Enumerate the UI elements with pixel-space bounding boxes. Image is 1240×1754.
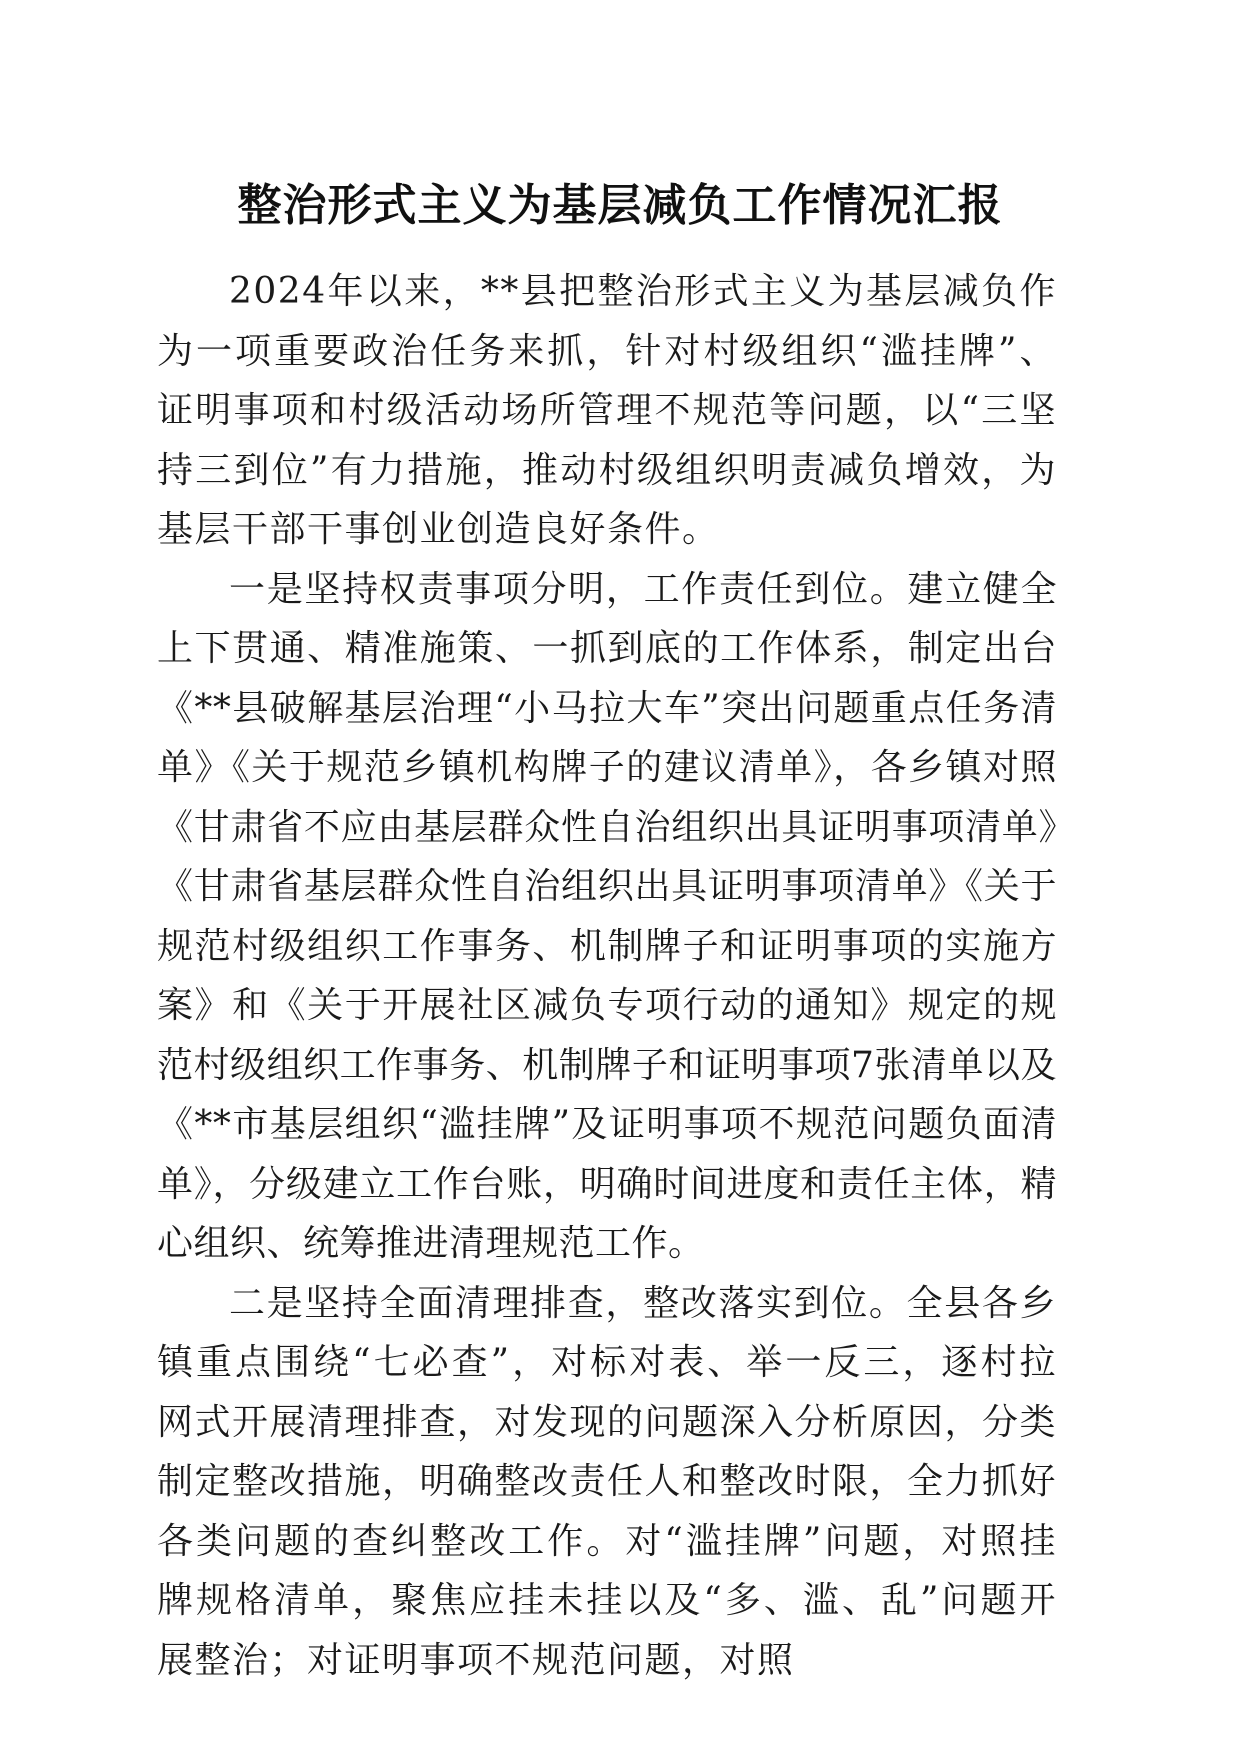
paragraph-intro: 2024年以来，**县把整治形式主义为基层减负作为一项重要政治任务来抓，针对村级组织“滥挂牌”、证明事项和村级活动场所管理不规范等问题，以“三坚持三到位”有力措施，推动村级组织明责减负增效，为基层干部干事创业创造良好条件。 (157, 271, 1057, 550)
paragraph-point-two: 二是坚持全面清理排查，整改落实到位。全县各乡镇重点围绕“七必查”，对标对表、举一反三，逐村拉网式开展清理排查，对发现的问题深入分析原因，分类制定整改措施，明确整改责任人和整改时限，全力抓好各类问题的查纠整改工作。对“滥挂牌”问题，对照挂牌规格清单，聚焦应挂未挂以及“多、滥、乱”问题开展整治；对证明事项不规范问题，对照 (157, 1282, 1058, 1681)
document-title: 整治形式主义为基层减负工作情况汇报 (237, 180, 1003, 231)
document-body (157, 262, 1057, 1690)
paragraph-point-one: 一是坚持权责事项分明，工作责任到位。建立健全上下贯通、精准施策、一抓到底的工作体系，制定出台《**县破解基层治理“小马拉大车”突出问题重点任务清单》《关于规范乡镇机构牌子的建议清单》，各乡镇对照《甘肃省不应由基层群众性自治组织出具证明事项清单》《甘肃省基层群众性自治组织出具证明事项清单》《关于规范村级组织工作事务、机制牌子和证明事项的实施方案》和《关于开展社区减负专项行动的通知》规定的规范村级组织工作事务、机制牌子和证明事项7张清单以及《**市基层组织“滥挂牌”及证明事项不规范问题负面清单》，分级建立工作台账，明确时间进度和责任主体，精心组织、统筹推进清理规范工作。 (157, 568, 1057, 1264)
